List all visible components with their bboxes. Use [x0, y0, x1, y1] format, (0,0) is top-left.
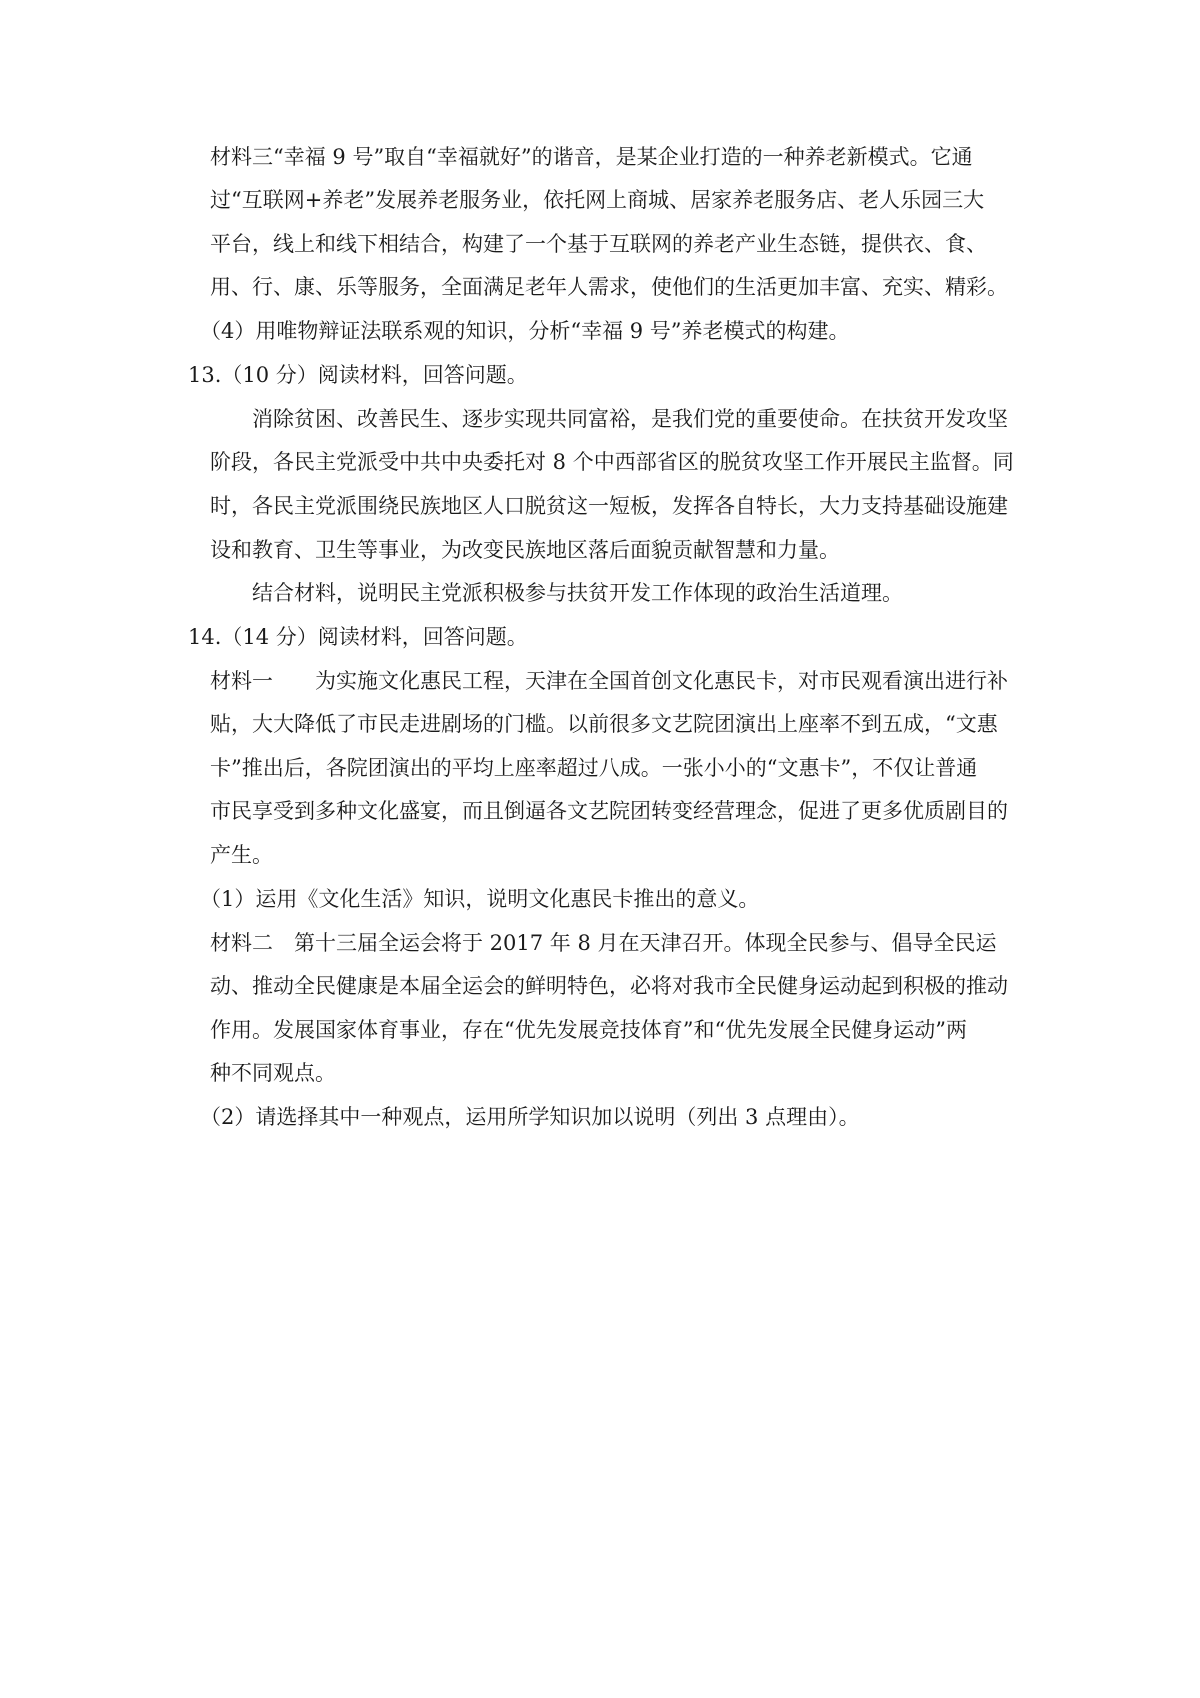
material3-line-1: 材料三“幸福 9 号”取自“幸福就好”的谐音，是某企业打造的一种养老新模式。它通 — [210, 145, 973, 169]
material3-line-3: 平台，线上和线下相结合，构建了一个基于互联网的养老产业生态链，提供衣、食、 — [210, 232, 987, 256]
q14-material2-line-1: 材料二 第十三届全运会将于 2017 年 8 月在天津召开。体现全民参与、倡导全民运 — [210, 931, 997, 955]
question-14-2: （2）请选择其中一种观点，运用所学知识加以说明（列出 3 点理由）。 — [200, 1105, 860, 1129]
q14-material1-line-2: 贴，大大降低了市民走进剧场的门槛。以前很多文艺院团演出上座率不到五成，“文惠 — [210, 712, 998, 736]
question-12-4: （4）用唯物辩证法联系观的知识，分析“幸福 9 号”养老模式的构建。 — [200, 319, 850, 343]
q13-material-line-2: 阶段，各民主党派受中共中央委托对 8 个中西部省区的脱贫攻坚工作开展民主监督。同 — [210, 450, 1014, 474]
q13-material-line-3: 时，各民主党派围绕民族地区人口脱贫这一短板，发挥各自特长，大力支持基础设施建 — [210, 494, 1008, 518]
q14-material1-line-1: 材料一 为实施文化惠民工程，天津在全国首创文化惠民卡，对市民观看演出进行补 — [210, 669, 1008, 693]
q14-material2-line-3: 作用。发展国家体育事业，存在“优先发展竞技体育”和“优先发展全民健身运动”两 — [210, 1018, 967, 1042]
q14-material1-line-5: 产生。 — [210, 843, 273, 867]
q14-material2-line-2: 动、推动全民健康是本届全运会的鲜明特色，必将对我市全民健身运动起到积极的推动 — [210, 974, 1008, 998]
q13-material-line-4: 设和教育、卫生等事业，为改变民族地区落后面貌贡献智慧和力量。 — [210, 538, 840, 562]
q14-material2-line-4: 种不同观点。 — [210, 1061, 336, 1085]
q13-material-line-1: 消除贫困、改善民生、逐步实现共同富裕，是我们党的重要使命。在扶贫开发攻坚 — [252, 407, 1008, 431]
question-13-heading: 13.（10 分）阅读材料，回答问题。 — [188, 363, 528, 387]
question-14-heading: 14.（14 分）阅读材料，回答问题。 — [188, 625, 528, 649]
material3-line-4: 用、行、康、乐等服务，全面满足老年人需求，使他们的生活更加丰富、充实、精彩。 — [210, 275, 1008, 299]
q14-material1-line-4: 市民享受到多种文化盛宴，而且倒逼各文艺院团转变经营理念，促进了更多优质剧目的 — [210, 799, 1008, 823]
question-14-1: （1）运用《文化生活》知识，说明文化惠民卡推出的意义。 — [200, 887, 760, 911]
q13-question: 结合材料，说明民主党派积极参与扶贫开发工作体现的政治生活道理。 — [252, 581, 903, 605]
q14-material1-line-3: 卡”推出后，各院团演出的平均上座率超过八成。一张小小的“文惠卡”，不仅让普通 — [210, 756, 978, 780]
material3-line-2: 过“互联网+养老”发展养老服务业，依托网上商城、居家养老服务店、老人乐园三大 — [210, 188, 985, 212]
